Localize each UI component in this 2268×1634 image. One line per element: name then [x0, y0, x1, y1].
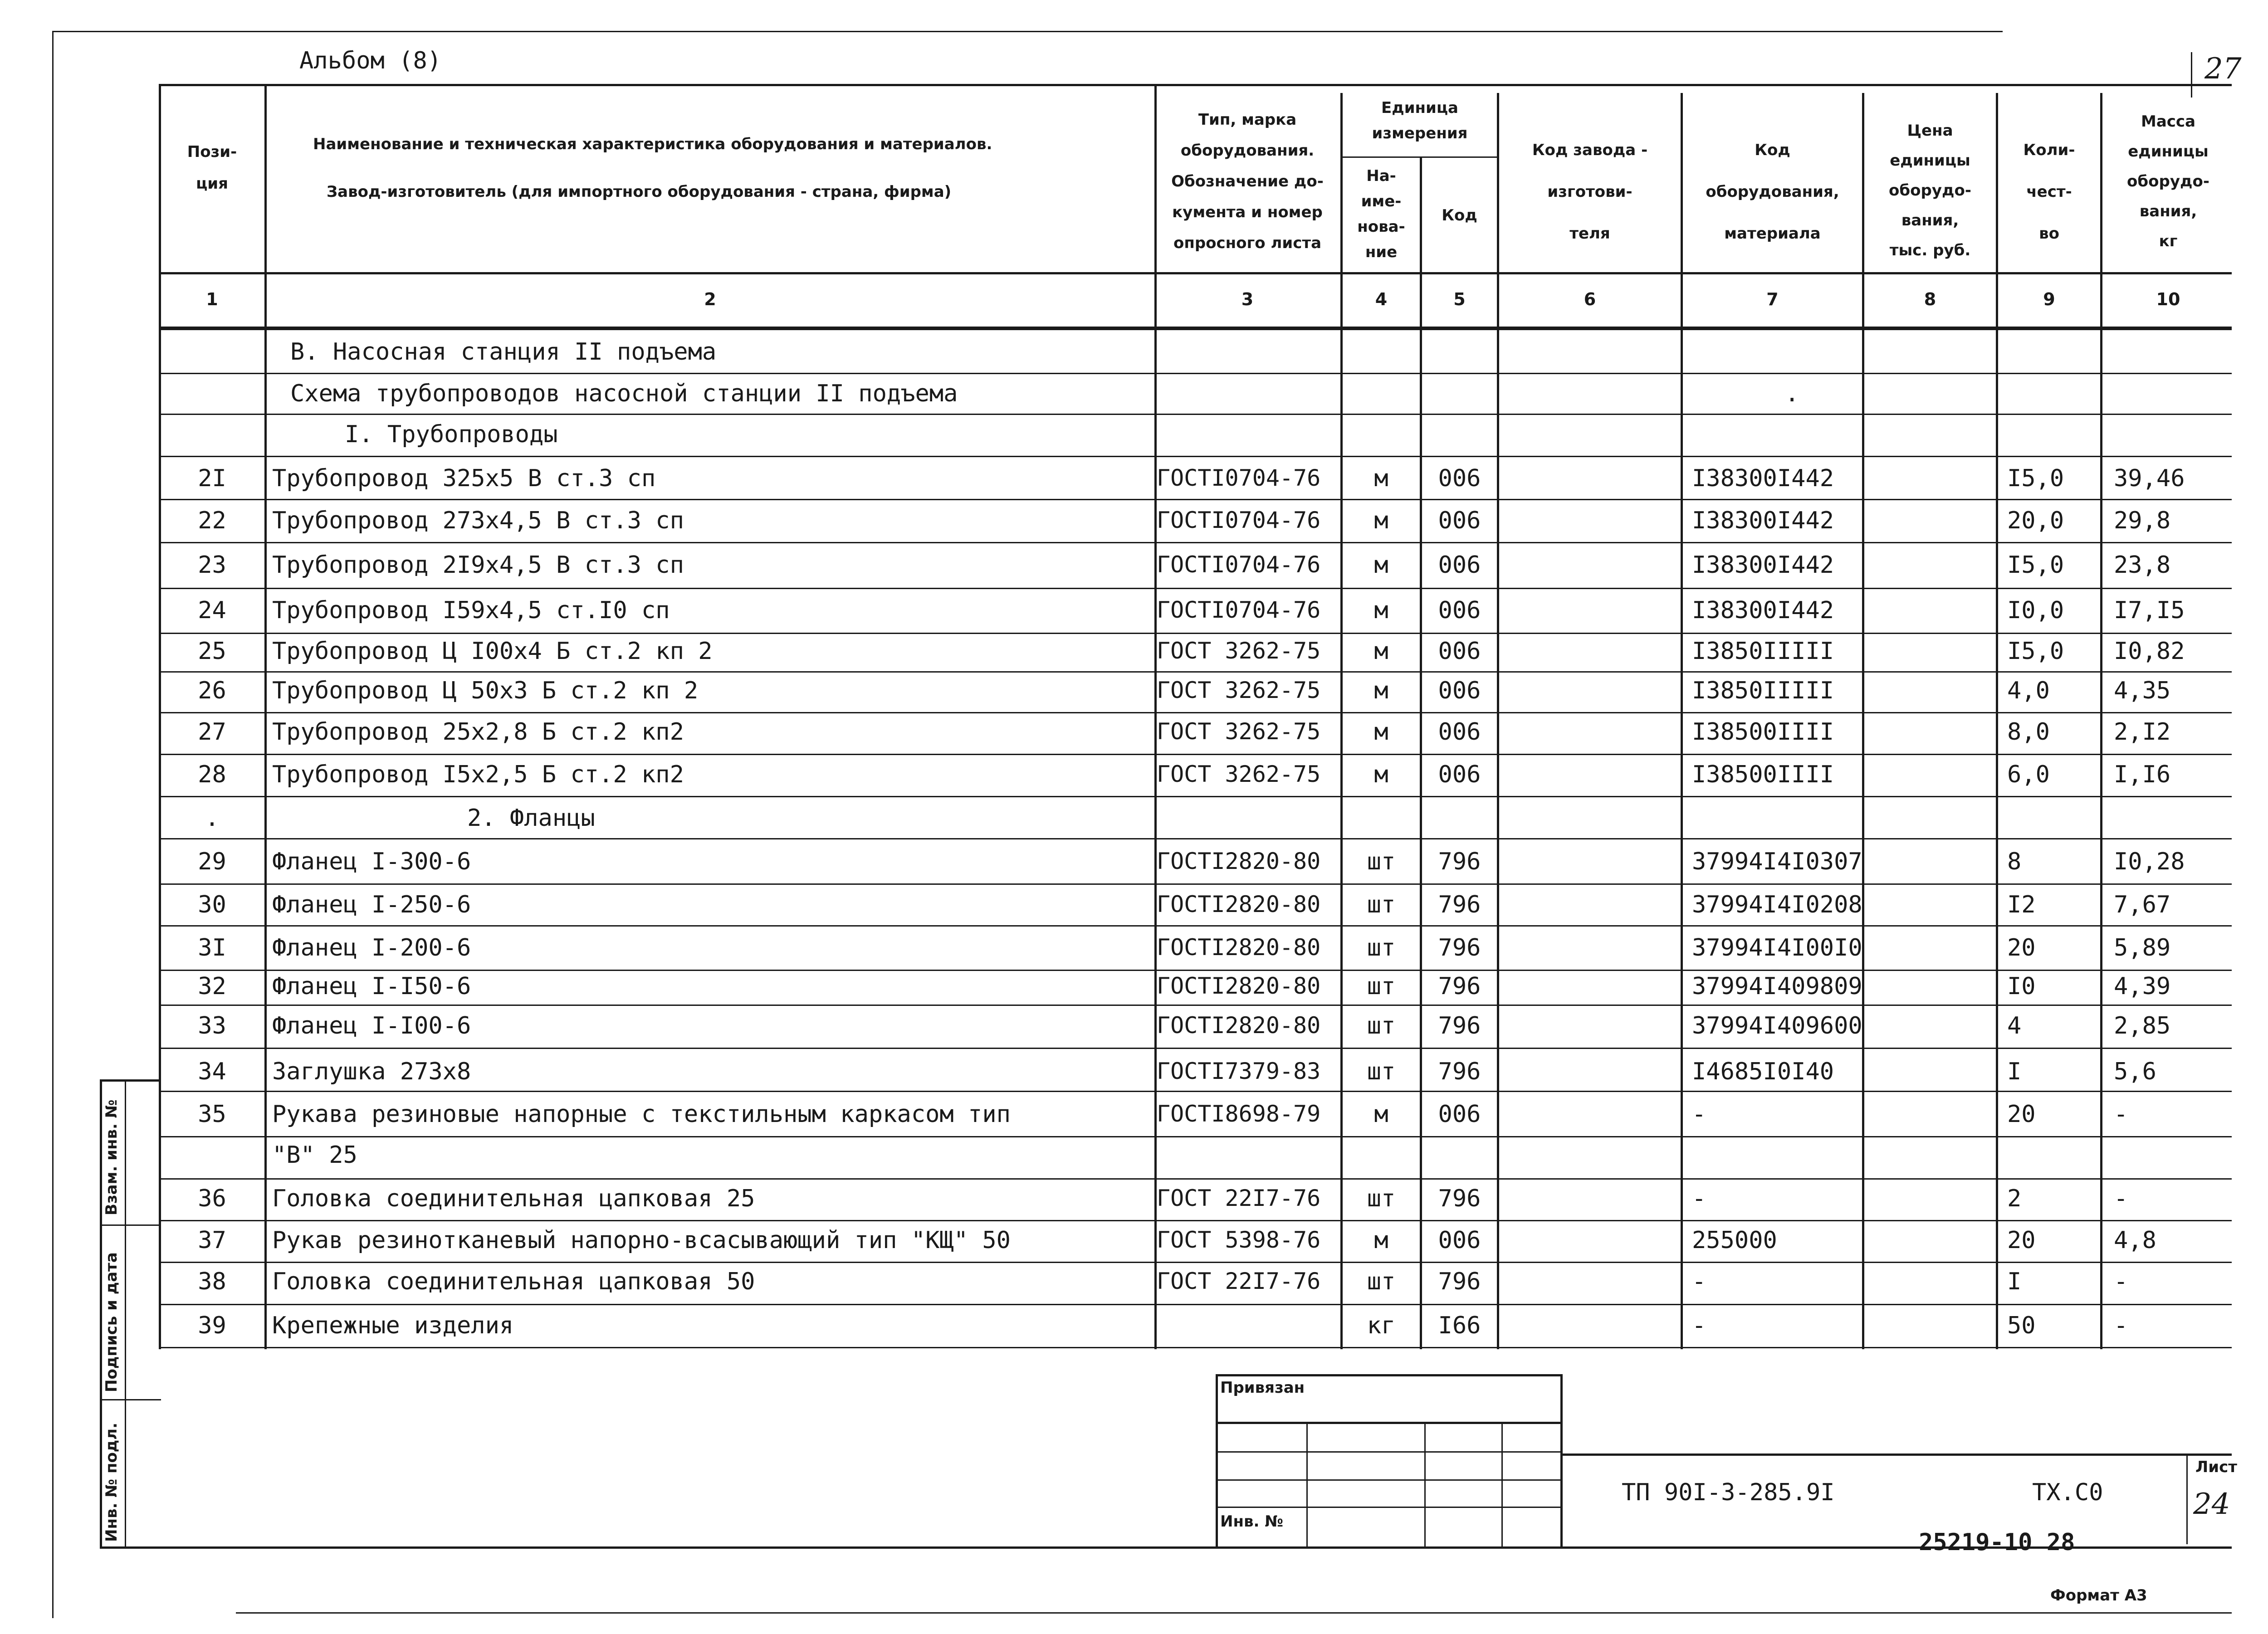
cell-mass: - [2114, 1185, 2128, 1212]
cell-equip: I3850IIIII [1692, 677, 1834, 704]
row-line [159, 925, 2232, 927]
cell-unit: шт [1367, 1058, 1396, 1085]
cell-unit: шт [1367, 848, 1396, 875]
row-line [159, 499, 2232, 500]
cell-code: 006 [1438, 1227, 1481, 1254]
cell-doc: ГОСТI2820-80 [1157, 848, 1321, 874]
row-line [159, 414, 2232, 415]
side-strip-bottom [100, 1546, 161, 1549]
colnum-8: 8 [1924, 289, 1936, 309]
cell-name: Трубопровод 2I9x4,5 В ст.3 сп [272, 551, 684, 579]
cell-pos: 33 [198, 1012, 226, 1039]
row-line [159, 671, 2232, 673]
cell-doc: ГОСТ 3262-75 [1157, 677, 1321, 703]
row-line [159, 456, 2232, 457]
row-line [159, 633, 2232, 634]
cell-qty: 4 [2007, 1012, 2022, 1039]
row-line [159, 329, 2232, 330]
row-line [159, 1136, 2232, 1137]
cell-name: Трубопровод 25x2,8 Б ст.2 кп2 [272, 718, 684, 746]
cell-doc: ГОСТ 22I7-76 [1157, 1268, 1321, 1294]
cell-pos: 26 [198, 677, 226, 704]
cell-equip: I38300I442 [1692, 507, 1834, 534]
colnum-4: 4 [1375, 289, 1388, 309]
row-line [159, 754, 2232, 755]
cell-code: 796 [1438, 848, 1481, 875]
cell-unit: шт [1367, 973, 1396, 1000]
row-line [159, 712, 2232, 713]
colnum-7: 7 [1766, 289, 1779, 309]
cell-pos: 36 [198, 1185, 226, 1212]
titleblock-col3 [1501, 1422, 1503, 1546]
cell-mass: 2,85 [2114, 1012, 2171, 1039]
header-col4: На- име- нова- ние [1357, 167, 1405, 261]
side-label-sign-date: Подпись и дата [103, 1252, 121, 1392]
cell-name: Заглушка 273x8 [272, 1058, 471, 1085]
header-col1: Пози- ция [187, 143, 237, 193]
cell-equip: 37994I4I0307 [1692, 848, 1862, 875]
stamp-section: ТХ.С0 [2032, 1479, 2103, 1506]
cell-qty: 20 [2007, 934, 2036, 961]
scheme-title: Схема трубопроводов насосной станции II подъема [290, 380, 958, 407]
cell-name: Рукава резиновые напорные с текстильным каркасом тип [272, 1101, 1011, 1128]
row-line [159, 883, 2232, 885]
cell-mass: 5,89 [2114, 934, 2171, 961]
cell-pos: 3I [198, 934, 226, 961]
cell-qty: 2 [2007, 1185, 2022, 1212]
cell-equip: I38500IIII [1692, 761, 1834, 788]
cell-unit: м [1374, 761, 1388, 788]
cell-unit: м [1374, 638, 1388, 665]
row-line [159, 838, 2232, 839]
cell-name: Головка соединительная цапковая 25 [272, 1185, 755, 1212]
cell-equip: I4685I0I40 [1692, 1058, 1834, 1085]
header-unit-group: Единица измерения [1372, 99, 1468, 142]
cell-qty: I5,0 [2007, 465, 2064, 492]
header-col10: Масса единицы оборудо- вания, кг [2127, 112, 2209, 250]
cell-qty: 6,0 [2007, 761, 2050, 788]
cell-mass: 39,46 [2114, 465, 2185, 492]
titleblock-col2 [1424, 1422, 1426, 1546]
header-col3: Тип, марка оборудования. Обозначение до- кумента и номер опросного листа [1171, 111, 1324, 252]
cell-equip: I38300I442 [1692, 597, 1834, 624]
cell-mass: 4,8 [2114, 1227, 2156, 1254]
frame-left-line [52, 31, 54, 1618]
cell-unit: шт [1367, 891, 1396, 918]
cell-qty: I2 [2007, 891, 2036, 918]
cell-doc: ГОСТI2820-80 [1157, 1012, 1321, 1039]
side-strip-top [100, 1079, 161, 1082]
titleblock-right [1560, 1374, 1563, 1546]
cell-pos: 24 [198, 597, 226, 624]
cell-code: I66 [1438, 1312, 1481, 1339]
cell-pos: 38 [198, 1268, 226, 1295]
col-sep-9-10 [2100, 93, 2102, 1349]
cell-name: Трубопровод 325x5 В ст.3 сп [272, 465, 656, 492]
cell-doc: ГОСТI0704-76 [1157, 507, 1321, 533]
cell-mass: - [2114, 1312, 2128, 1339]
cell-pos: 27 [198, 718, 226, 746]
cell-name: Трубопровод I5x2,5 Б ст.2 кп2 [272, 761, 684, 788]
cell-pos: 32 [198, 973, 226, 1000]
cell-name: Фланец I-300-6 [272, 848, 471, 875]
cell-mass: - [2114, 1268, 2128, 1295]
cell-qty: 8,0 [2007, 718, 2050, 746]
cell-doc: ГОСТI7379-83 [1157, 1058, 1321, 1084]
header-col2-line1: Наименование и техническая характеристика оборудования и материалов. [313, 135, 992, 153]
cell-equip: I3850IIIII [1692, 638, 1834, 665]
cell-unit: кг [1367, 1312, 1396, 1339]
titleblock-row2 [1216, 1451, 1560, 1453]
cell-code: 006 [1438, 718, 1481, 746]
titleblock-row3 [1216, 1479, 1560, 1481]
cell-code: 006 [1438, 677, 1481, 704]
cell-qty: I5,0 [2007, 638, 2064, 665]
cell-pos: 39 [198, 1312, 226, 1339]
colnum-10: 10 [2156, 289, 2180, 309]
scheme-dot: . [1785, 380, 1799, 407]
cell-pos: 23 [198, 551, 226, 579]
section-title: В. Насосная станция II подъема [290, 338, 717, 366]
cell-mass: 4,39 [2114, 973, 2171, 1000]
cell-pos: 34 [198, 1058, 226, 1085]
cell-mass: I,I6 [2114, 761, 2171, 788]
unit-group-line [1340, 156, 1497, 158]
cell-code: 006 [1438, 1101, 1481, 1128]
cell-qty: 20 [2007, 1227, 2036, 1254]
cell-name: Головка соединительная цапковая 50 [272, 1268, 755, 1295]
header-col8: Цена единицы оборудо- вания, тыс. руб. [1889, 122, 1971, 259]
cell-unit: шт [1367, 1185, 1396, 1212]
cell-pos: 28 [198, 761, 226, 788]
cell-qty: 4,0 [2007, 677, 2050, 704]
row-line [159, 1048, 2232, 1049]
cell-name: Трубопровод Ц I00x4 Б ст.2 кп 2 [272, 638, 713, 665]
cell-qty: 50 [2007, 1312, 2036, 1339]
titleblock-list-sep [2186, 1454, 2188, 1544]
cell-code: 006 [1438, 761, 1481, 788]
cell-qty: I5,0 [2007, 551, 2064, 579]
col-sep-5-6 [1497, 93, 1499, 1349]
colnum-9: 9 [2043, 289, 2055, 309]
cell-pos: 25 [198, 638, 226, 665]
titleblock-row4 [1216, 1507, 1560, 1508]
cell-code: 006 [1438, 465, 1481, 492]
col-sep-7-8 [1862, 93, 1864, 1349]
colnum-5: 5 [1453, 289, 1466, 309]
cell-equip: I38300I442 [1692, 551, 1834, 579]
cell-code: 006 [1438, 597, 1481, 624]
subsection-flanges: 2. Фланцы [467, 805, 595, 832]
titleblock-col1 [1306, 1422, 1308, 1546]
cell-code: 796 [1438, 1268, 1481, 1295]
row-line [159, 1347, 2232, 1348]
cell-unit: м [1374, 551, 1388, 579]
cell-equip: - [1692, 1268, 1706, 1295]
header-col9: Коли- чест- во [2023, 141, 2075, 243]
cell-mass: 7,67 [2114, 891, 2171, 918]
cell-name: Фланец I-I00-6 [272, 1012, 471, 1039]
cell-doc: ГОСТI2820-80 [1157, 934, 1321, 961]
colnum-6: 6 [1584, 289, 1596, 309]
frame-right-top-mark [2191, 52, 2192, 98]
side-strip-mid [125, 1079, 126, 1546]
cell-doc: ГОСТ 3262-75 [1157, 718, 1321, 745]
cell-code: 796 [1438, 1012, 1481, 1039]
cell-equip: 37994I4I0208 [1692, 891, 1862, 918]
row-line [159, 542, 2232, 543]
cell-name: Фланец I-200-6 [272, 934, 471, 961]
cell-mass: 4,35 [2114, 677, 2171, 704]
colnum-2: 2 [704, 289, 716, 309]
cell-code: 796 [1438, 934, 1481, 961]
cell-doc: ГОСТI0704-76 [1157, 465, 1321, 491]
cell-doc: ГОСТ 22I7-76 [1157, 1185, 1321, 1211]
cell-unit: м [1374, 718, 1388, 746]
cell-pos: 30 [198, 891, 226, 918]
titleblock-row1 [1216, 1422, 1560, 1424]
col-sep-8-9 [1996, 93, 1998, 1349]
cell-equip: 255000 [1692, 1227, 1777, 1254]
row-line [159, 970, 2232, 971]
cell-name: Фланец I-I50-6 [272, 973, 471, 1000]
cell-doc: ГОСТI8698-79 [1157, 1101, 1321, 1127]
frame-top-line [52, 31, 2003, 32]
side-strip-sep1 [100, 1224, 161, 1226]
cell-qty: I [2007, 1058, 2022, 1085]
cell-mass: 5,6 [2114, 1058, 2156, 1085]
cell-doc: ГОСТI2820-80 [1157, 973, 1321, 999]
cell-qty: I [2007, 1268, 2022, 1295]
cell-doc: ГОСТI2820-80 [1157, 891, 1321, 917]
cell-name: Трубопровод 273x4,5 В ст.3 сп [272, 507, 684, 534]
cell-qty: 20,0 [2007, 507, 2064, 534]
album-label: Альбом (8) [299, 47, 442, 74]
cell-pos: 35 [198, 1101, 226, 1128]
cell-equip: - [1692, 1101, 1706, 1128]
row-line [159, 373, 2232, 374]
stamp-list-label: Лист [2195, 1458, 2237, 1476]
cell-mass: I0,82 [2114, 638, 2185, 665]
titleblock-left [1216, 1374, 1218, 1546]
cell-qty: 20 [2007, 1101, 2036, 1128]
titleblock-main-top [1560, 1454, 2232, 1456]
cell-name: Крепежные изделия [272, 1312, 514, 1339]
cell-code: 006 [1438, 551, 1481, 579]
cell-mass: I7,I5 [2114, 597, 2185, 624]
header-col6: Код завода - изготови- теля [1532, 141, 1648, 243]
stamp-privyazan: Привязан [1220, 1379, 1305, 1397]
cell-qty: I0,0 [2007, 597, 2064, 624]
row-line [159, 1178, 2232, 1180]
cell-code: 006 [1438, 638, 1481, 665]
colnum-1: 1 [206, 289, 218, 309]
cell-qty: I0 [2007, 973, 2036, 1000]
format-label: Формат А3 [2050, 1586, 2147, 1605]
cell-qty: 8 [2007, 848, 2022, 875]
stamp-list-no: 24 [2193, 1488, 2230, 1521]
cell-pos: 2I [198, 465, 226, 492]
cell-mass: I0,28 [2114, 848, 2185, 875]
cell-name: "В" 25 [272, 1141, 357, 1169]
cell-equip: - [1692, 1185, 1706, 1212]
cell-name: Рукав резинотканевый напорно-всасывающий тип "КЩ" 50 [272, 1227, 1011, 1254]
cell-code: 796 [1438, 1185, 1481, 1212]
cell-doc: ГОСТ 3262-75 [1157, 638, 1321, 664]
cell-mass: 23,8 [2114, 551, 2171, 579]
row-line [159, 1262, 2232, 1263]
cell-mass: 2,I2 [2114, 718, 2171, 746]
cell-doc: ГОСТI0704-76 [1157, 597, 1321, 623]
cell-code: 796 [1438, 1058, 1481, 1085]
stamp-inv-no: Инв. № [1220, 1512, 1284, 1531]
cell-doc: ГОСТ 3262-75 [1157, 761, 1321, 787]
subsection-flanges-pos: . [205, 805, 220, 832]
frame-bottom-line [236, 1612, 2232, 1614]
cell-doc: ГОСТI0704-76 [1157, 551, 1321, 578]
header-col7: Код оборудования, материала [1706, 141, 1839, 243]
cell-name: Трубопровод I59x4,5 ст.I0 сп [272, 597, 670, 624]
cell-equip: I38500IIII [1692, 718, 1834, 746]
side-label-inv-vzam: Взам. инв. № [103, 1099, 121, 1215]
header-col2-line2: Завод-изготовитель (для импортного оборудования - страна, фирма) [327, 183, 952, 201]
row-line [159, 1091, 2232, 1092]
cell-doc: ГОСТ 5398-76 [1157, 1227, 1321, 1253]
cell-unit: м [1374, 1101, 1388, 1128]
side-strip-left [100, 1079, 102, 1546]
col-sep-6-7 [1681, 93, 1683, 1349]
cell-code: 796 [1438, 973, 1481, 1000]
cell-name: Фланец I-250-6 [272, 891, 471, 918]
row-line [159, 796, 2232, 797]
cell-equip: 37994I409600 [1692, 1012, 1862, 1039]
stamp-doc-code: ТП 90I-3-285.9I [1622, 1479, 1835, 1506]
cell-equip: 37994I409809 [1692, 973, 1862, 1000]
table-top-border [159, 84, 2232, 86]
colnum-3: 3 [1241, 289, 1254, 309]
page-number-corner: 27 [2204, 52, 2242, 86]
subsection-pipes: I. Трубопроводы [345, 421, 558, 448]
bottom-number: 25219-10 28 [1919, 1529, 2075, 1556]
cell-mass: - [2114, 1101, 2128, 1128]
cell-name: Трубопровод Ц 50x3 Б ст.2 кп 2 [272, 677, 699, 704]
cell-code: 796 [1438, 891, 1481, 918]
cell-unit: шт [1367, 934, 1396, 961]
cell-mass: 29,8 [2114, 507, 2171, 534]
cell-unit: м [1374, 507, 1388, 534]
titleblock-top [1216, 1374, 1560, 1376]
header-col5: Код [1442, 206, 1477, 224]
col-sep-4-5 [1420, 156, 1422, 1349]
row-line [159, 1005, 2232, 1006]
cell-pos: 22 [198, 507, 226, 534]
cell-unit: м [1374, 1227, 1388, 1254]
row-line [159, 588, 2232, 589]
cell-unit: м [1374, 597, 1388, 624]
cell-unit: м [1374, 465, 1388, 492]
cell-unit: шт [1367, 1268, 1396, 1295]
cell-pos: 37 [198, 1227, 226, 1254]
side-strip-sep2 [100, 1399, 161, 1400]
cell-equip: - [1692, 1312, 1706, 1339]
cell-unit: шт [1367, 1012, 1396, 1039]
cell-code: 006 [1438, 507, 1481, 534]
header-bottom-line [159, 272, 2232, 274]
cell-equip: 37994I4I00I0 [1692, 934, 1862, 961]
row-line [159, 1220, 2232, 1221]
row-line [159, 1304, 2232, 1305]
cell-unit: м [1374, 677, 1388, 704]
cell-equip: I38300I442 [1692, 465, 1834, 492]
side-label-inv-podl: Инв. № подл. [103, 1422, 121, 1542]
cell-pos: 29 [198, 848, 226, 875]
